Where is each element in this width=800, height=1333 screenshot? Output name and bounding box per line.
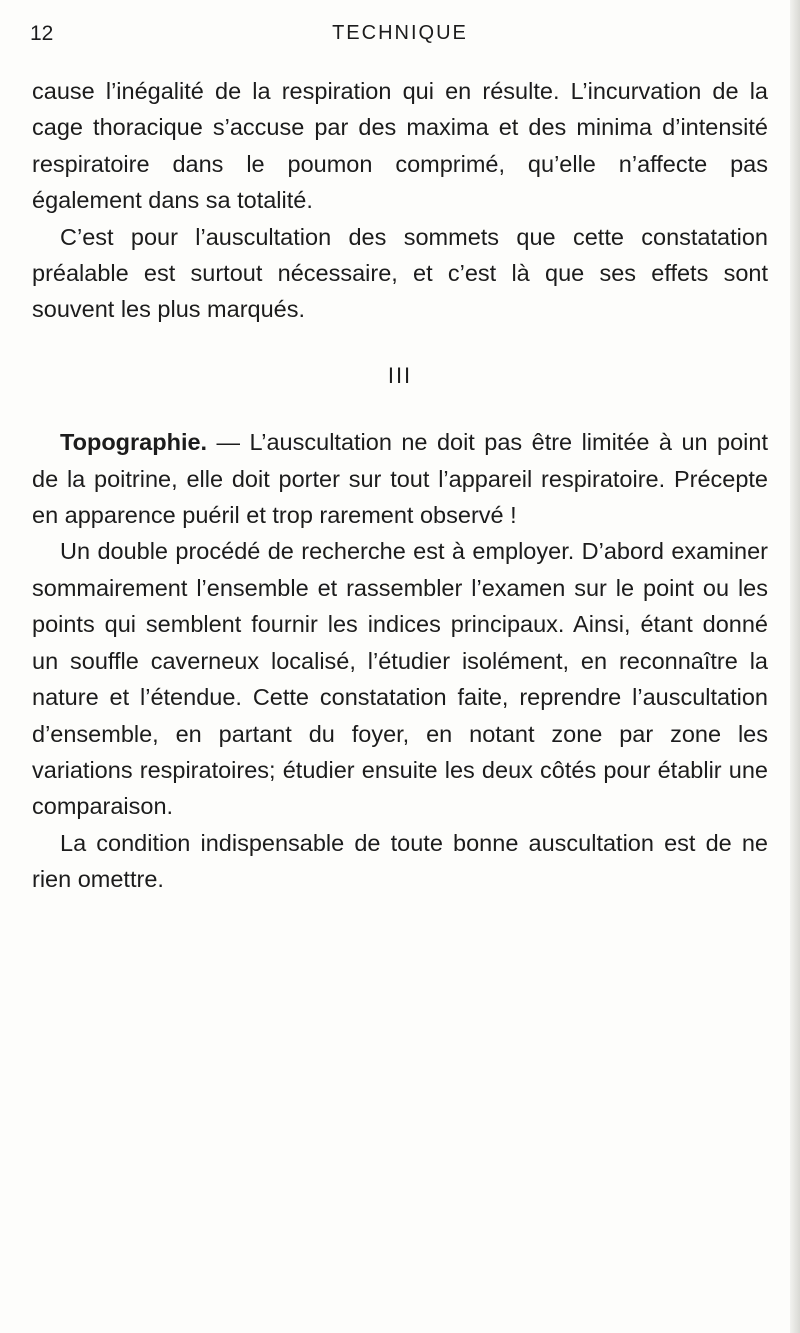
paragraph-5: La condition indispensable de toute bonne auscultation est de ne rien omettre. bbox=[32, 829, 768, 893]
paragraph-4: Un double procédé de recherche est à employer. D’abord examiner sommairement l’ensemble et rassembler l’examen sur le point ou les points qui semblent fournir les indices principaux. Ainsi, étant donné un souffle caverneux localisé, l’étudier isolément, en reconnaître la nature et l’étendue. Cette constatation faite, reprendre l’auscultation d’ensemble, en partant du foyer, en notant zone par zone les variations respiratoires; étudier ensuite les deux côtés pour établir une comparaison. bbox=[32, 538, 768, 820]
page-header bbox=[30, 22, 770, 52]
paragraph-3 bbox=[32, 424, 768, 533]
running-head: TECHNIQUE bbox=[332, 22, 468, 44]
page-edge-shadow bbox=[790, 0, 800, 1333]
page-number: 12 bbox=[30, 22, 54, 45]
body-text bbox=[32, 73, 768, 898]
paragraph-3-text: — L’auscultation ne doit pas être limitée à un point de la poitrine, elle doit porter sur tout l’appareil respiratoire. Précepte en apparence puéril et trop rarement observé ! bbox=[32, 429, 768, 529]
section-heading: Topographie. bbox=[60, 429, 208, 456]
paragraph-2: C’est pour l’auscultation des sommets que cette constatation préalable est surtout nécessaire, et c’est là que ses effets sont souvent les plus marqués. bbox=[32, 223, 768, 323]
paragraph-1: cause l’inégalité de la respiration qui en résulte. L’incurvation de la cage thoracique s’accuse par des maxima et des minima d’intensité respiratoire dans le poumon comprimé, qu’elle n’affecte pas également dans sa totalité. bbox=[32, 78, 768, 214]
section-number: III bbox=[387, 362, 413, 388]
